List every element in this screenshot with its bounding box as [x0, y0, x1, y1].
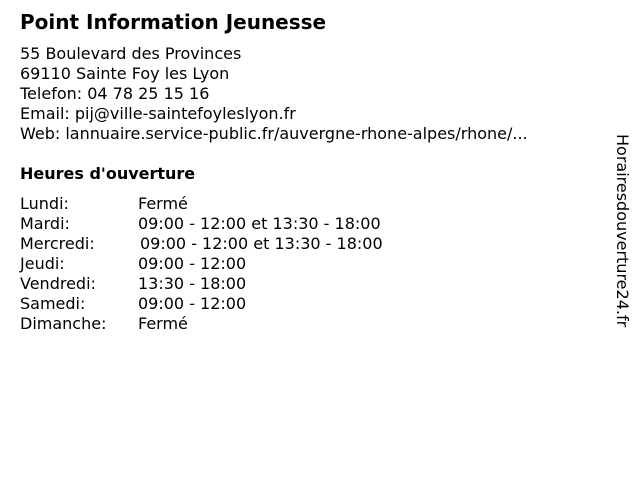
day-label: Jeudi: — [20, 254, 65, 273]
hours-row-jeudi — [20, 254, 383, 274]
day-label: Lundi: — [20, 194, 69, 213]
website-link: Web: lannuaire.service-public.fr/auvergne-rhone-alpes/rhone/... — [20, 124, 528, 143]
day-label: Vendredi: — [20, 274, 96, 293]
street-address: 55 Boulevard des Provinces — [20, 44, 242, 63]
hours-row-samedi — [20, 294, 383, 314]
city-address: 69110 Sainte Foy les Lyon — [20, 64, 230, 83]
address-block — [20, 44, 528, 144]
phone-number: Telefon: 04 78 25 15 16 — [20, 84, 210, 103]
day-label: Samedi: — [20, 294, 86, 313]
hours-row-lundi — [20, 194, 383, 214]
hours-row-vendredi — [20, 274, 383, 294]
hours-table — [20, 194, 383, 334]
time-value: Fermé — [138, 314, 188, 333]
time-value: 09:00 - 12:00 et 13:30 - 18:00 — [140, 234, 383, 253]
page-title: Point Information Jeunesse — [20, 10, 327, 34]
hours-row-mardi — [20, 214, 383, 234]
site-watermark: Horairesdouverture24.fr — [613, 134, 632, 328]
time-value: 09:00 - 12:00 et 13:30 - 18:00 — [138, 214, 381, 233]
hours-row-dimanche — [20, 314, 383, 334]
email-address: Email: pij@ville-saintefoyleslyon.fr — [20, 104, 296, 123]
time-value: Fermé — [138, 194, 188, 213]
day-label: Mardi: — [20, 214, 70, 233]
day-label: Dimanche: — [20, 314, 107, 333]
hours-row-mercredi — [20, 234, 383, 254]
hours-heading: Heures d'ouverture — [20, 164, 196, 183]
time-value: 13:30 - 18:00 — [138, 274, 247, 293]
time-value: 09:00 - 12:00 — [138, 294, 247, 313]
day-label: Mercredi: — [20, 234, 95, 253]
time-value: 09:00 - 12:00 — [138, 254, 247, 273]
